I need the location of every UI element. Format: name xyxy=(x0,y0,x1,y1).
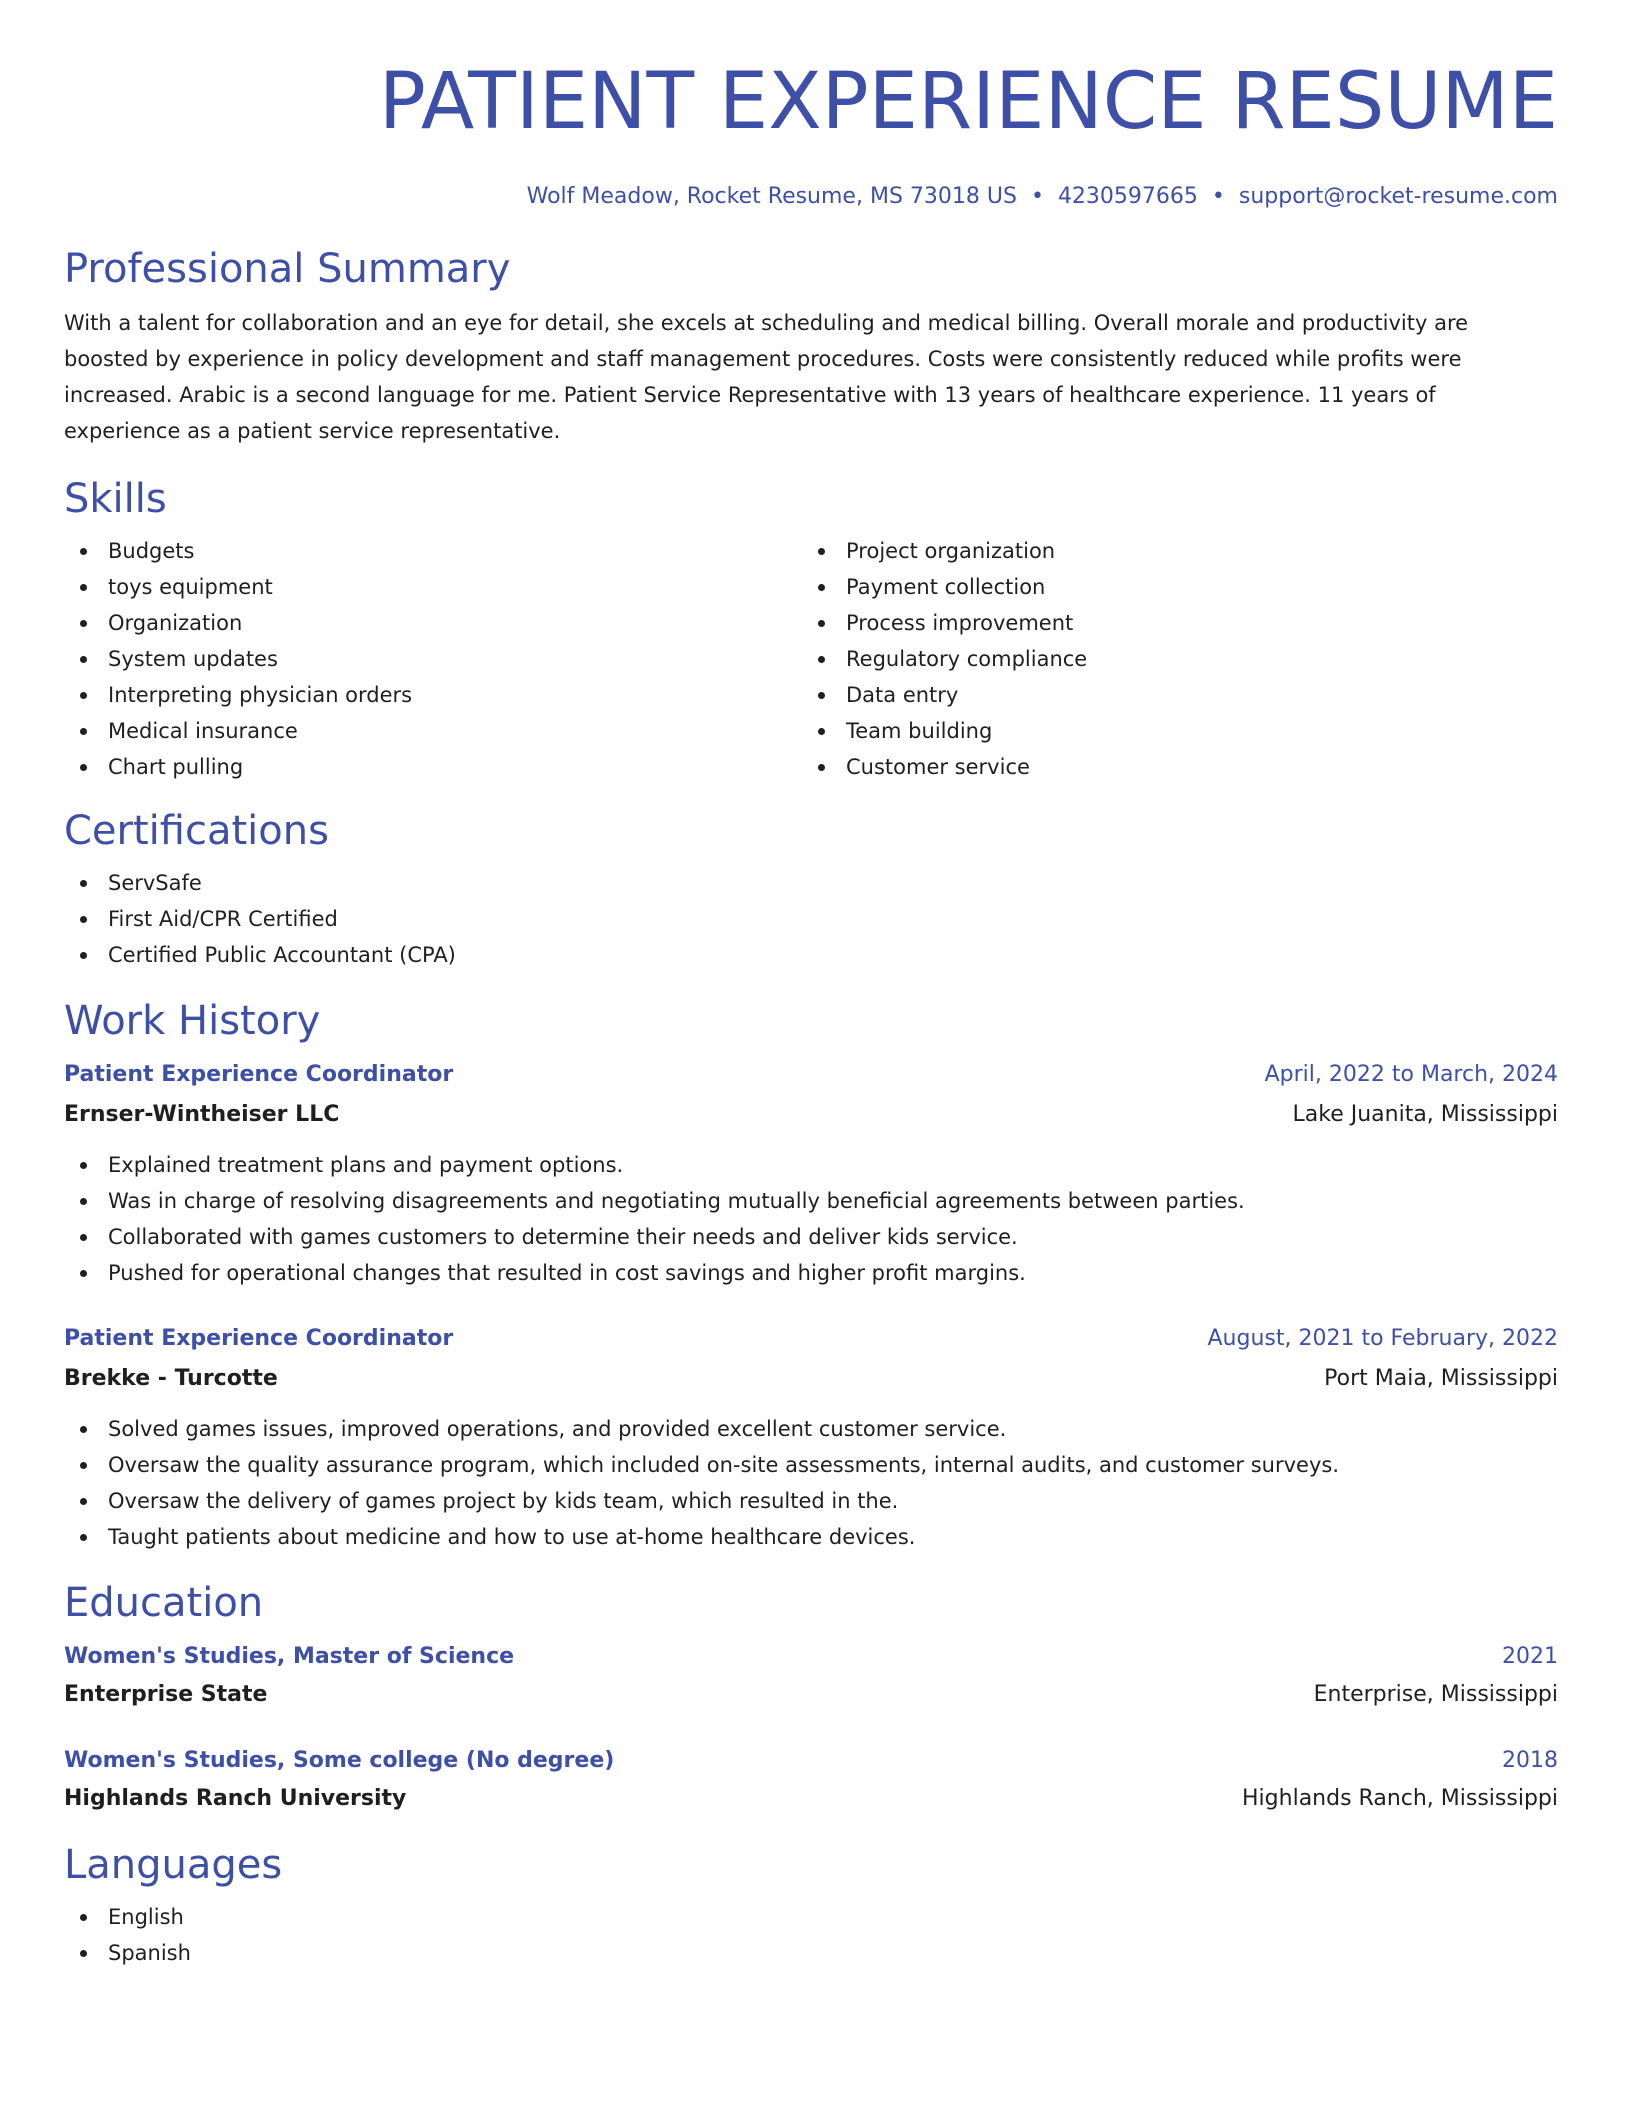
education-school-row xyxy=(64,1677,1558,1713)
contact-email[interactable]: support@rocket-resume.com xyxy=(1238,184,1558,209)
skills-list-left xyxy=(64,533,802,785)
skill-item: Medical insurance xyxy=(108,713,802,749)
education-location: Enterprise, Mississippi xyxy=(1313,1682,1558,1707)
job-header-row xyxy=(64,1321,1558,1357)
job-location: Port Maia, Mississippi xyxy=(1324,1366,1558,1391)
skill-item: Data entry xyxy=(846,677,1540,713)
education-year: 2021 xyxy=(1502,1644,1558,1669)
job-company: Brekke - Turcotte xyxy=(64,1366,278,1391)
job-bullets xyxy=(64,1411,1558,1555)
contact-line xyxy=(64,182,1558,212)
resume-title: PATIENT EXPERIENCE RESUME xyxy=(378,57,1558,147)
skill-item: Payment collection xyxy=(846,569,1540,605)
job-bullet: Oversaw the delivery of games project by kids team, which resulted in the. xyxy=(108,1483,1558,1519)
skills-grid xyxy=(64,533,1558,785)
education-heading: Education xyxy=(64,1580,264,1626)
skills-column-right xyxy=(802,533,1540,785)
education-location: Highlands Ranch, Mississippi xyxy=(1242,1786,1558,1811)
resume-page xyxy=(64,0,1558,1971)
education-school-row xyxy=(64,1781,1558,1817)
skills-column-left xyxy=(64,533,802,785)
job-bullet: Oversaw the quality assurance program, which included on-site assessments, internal audits, and customer surveys. xyxy=(108,1447,1558,1483)
education-entry xyxy=(64,1743,1558,1817)
summary-heading: Professional Summary xyxy=(64,246,511,292)
education-entry xyxy=(64,1639,1558,1713)
skill-item: Budgets xyxy=(108,533,802,569)
job-bullet: Collaborated with games customers to determine their needs and deliver kids service. xyxy=(108,1219,1558,1255)
skill-item: Customer service xyxy=(846,749,1540,785)
education-header-row xyxy=(64,1639,1558,1675)
job-company-row xyxy=(64,1097,1558,1133)
work-history-heading: Work History xyxy=(64,998,321,1044)
job-entry xyxy=(64,1321,1558,1555)
contact-separator: • xyxy=(1211,184,1225,209)
job-dates: August, 2021 to February, 2022 xyxy=(1207,1326,1558,1351)
skill-item: System updates xyxy=(108,641,802,677)
certifications-list xyxy=(64,865,1558,973)
job-title: Patient Experience Coordinator xyxy=(64,1062,454,1087)
skill-item: Organization xyxy=(108,605,802,641)
job-bullet: Pushed for operational changes that resulted in cost savings and higher profit margins. xyxy=(108,1255,1558,1291)
skill-item: Team building xyxy=(846,713,1540,749)
job-company-row xyxy=(64,1361,1558,1397)
education-year: 2018 xyxy=(1502,1748,1558,1773)
skill-item: Project organization xyxy=(846,533,1540,569)
language-item: Spanish xyxy=(108,1935,1558,1971)
certifications-heading: Certifications xyxy=(64,808,329,854)
skill-item: Regulatory compliance xyxy=(846,641,1540,677)
job-bullets xyxy=(64,1147,1558,1291)
skill-item: toys equipment xyxy=(108,569,802,605)
job-company: Ernser-Wintheiser LLC xyxy=(64,1102,340,1127)
skill-item: Process improvement xyxy=(846,605,1540,641)
languages-list xyxy=(64,1899,1558,1971)
job-bullet: Solved games issues, improved operations, and provided excellent customer service. xyxy=(108,1411,1558,1447)
skill-item: Chart pulling xyxy=(108,749,802,785)
education-degree: Women's Studies, Some college (No degree) xyxy=(64,1748,615,1773)
summary-text: With a talent for collaboration and an eye for detail, she excels at scheduling and medical billing. Overall morale and productivity are boosted by experience in policy development and staff management procedures. Costs were consistently reduced while profits were increased. Arabic is a second language for me. Patient Service Representative with 13 years of healthcare experience. 11 years of experience as a patient service representative. xyxy=(64,311,1469,443)
education-school: Highlands Ranch University xyxy=(64,1786,407,1811)
job-bullet: Taught patients about medicine and how to use at-home healthcare devices. xyxy=(108,1519,1558,1555)
education-header-row xyxy=(64,1743,1558,1779)
job-entry xyxy=(64,1057,1558,1291)
job-header-row xyxy=(64,1057,1558,1093)
skills-list-right xyxy=(802,533,1540,785)
language-item: English xyxy=(108,1899,1558,1935)
job-bullet: Explained treatment plans and payment options. xyxy=(108,1147,1558,1183)
certification-item: First Aid/CPR Certified xyxy=(108,901,1558,937)
contact-separator: • xyxy=(1030,184,1044,209)
contact-address: Wolf Meadow, Rocket Resume, MS 73018 US xyxy=(526,184,1017,209)
education-school: Enterprise State xyxy=(64,1682,268,1707)
skill-item: Interpreting physician orders xyxy=(108,677,802,713)
languages-heading: Languages xyxy=(64,1842,283,1888)
certification-item: ServSafe xyxy=(108,865,1558,901)
skills-heading: Skills xyxy=(64,476,167,522)
job-bullet: Was in charge of resolving disagreements and negotiating mutually beneficial agreements between parties. xyxy=(108,1183,1558,1219)
job-dates: April, 2022 to March, 2024 xyxy=(1264,1062,1558,1087)
job-title: Patient Experience Coordinator xyxy=(64,1326,454,1351)
job-location: Lake Juanita, Mississippi xyxy=(1292,1102,1558,1127)
contact-phone: 4230597665 xyxy=(1057,184,1198,209)
education-degree: Women's Studies, Master of Science xyxy=(64,1644,515,1669)
certification-item: Certified Public Accountant (CPA) xyxy=(108,937,1558,973)
